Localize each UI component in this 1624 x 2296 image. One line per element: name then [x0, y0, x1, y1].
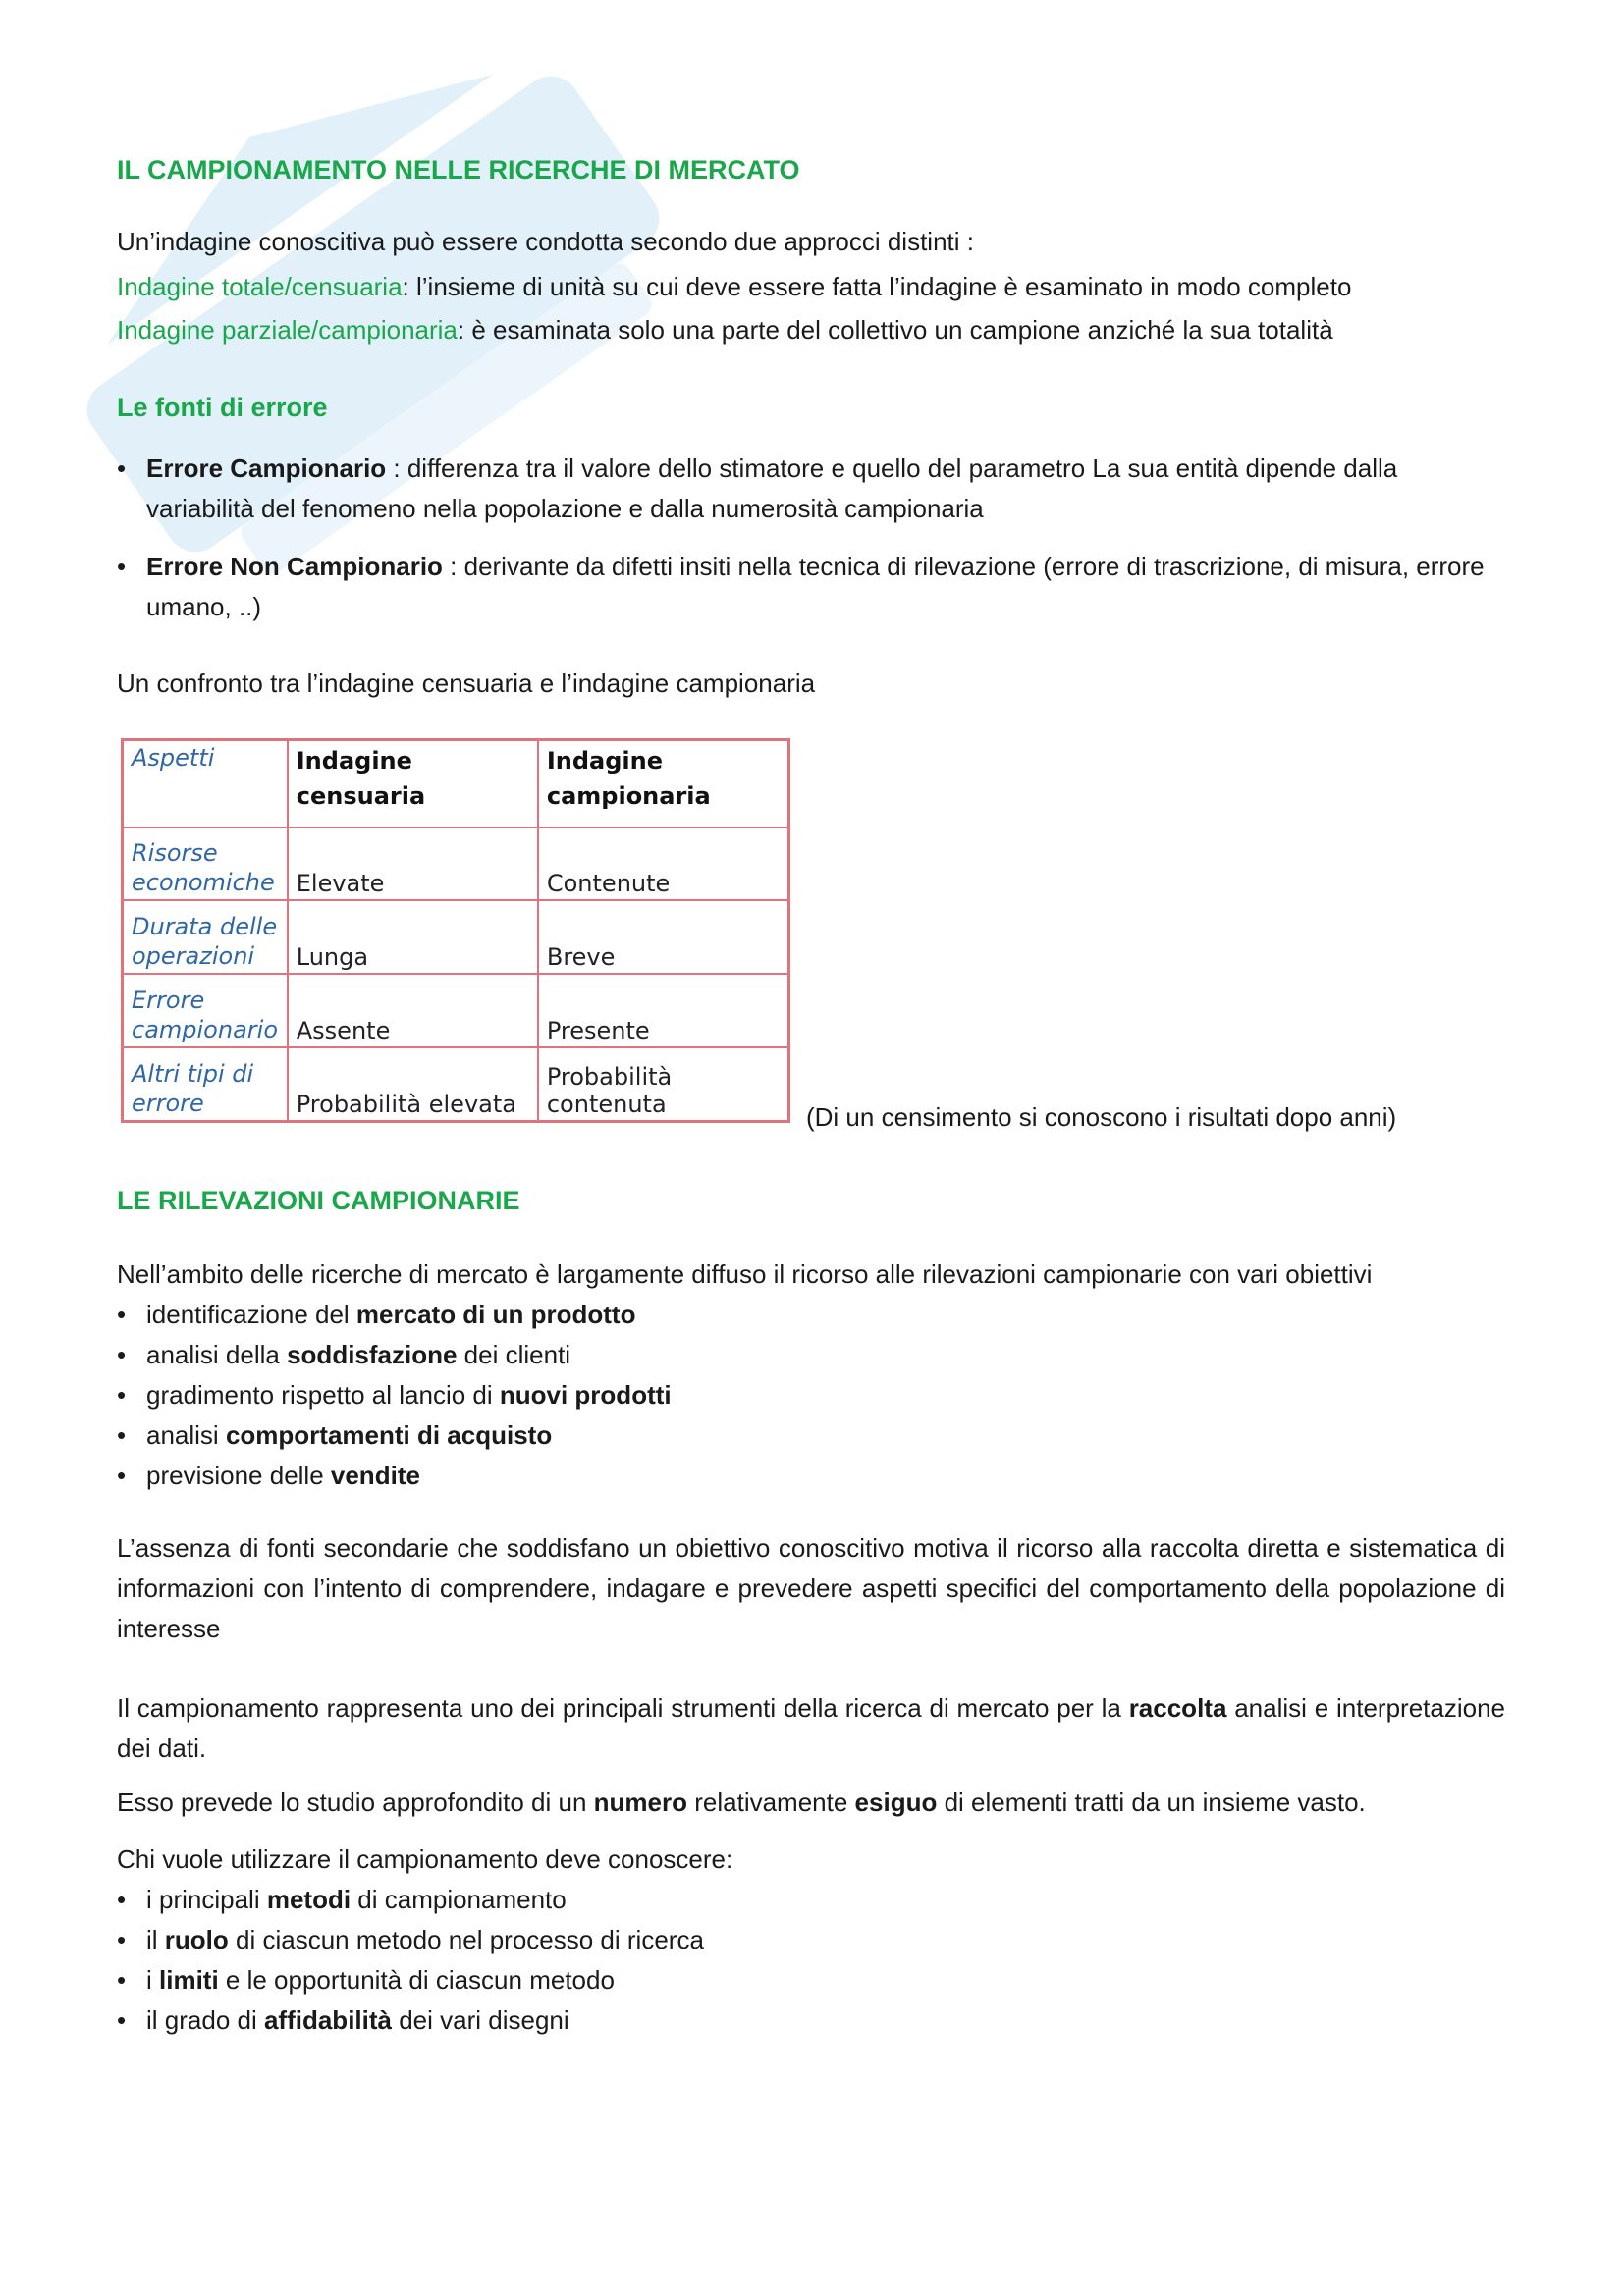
- censimento-note: (Di un censimento si conoscono i risultati dopo anni): [806, 1102, 1397, 1132]
- table-row: [123, 974, 789, 1047]
- table-row: [123, 828, 789, 901]
- confronto-intro: Un confronto tra l’indagine censuaria e l’indagine campionaria: [117, 668, 816, 698]
- bullet: •: [117, 1925, 127, 1954]
- table-cell: Probabilità contenuta: [538, 1047, 789, 1121]
- bullet: •: [117, 552, 127, 581]
- table-header-cell: Aspetti: [123, 740, 288, 828]
- table-cell: Breve: [538, 900, 789, 974]
- errore-term: Errore Non Campionario: [146, 552, 443, 581]
- errore-term: Errore Campionario: [146, 454, 387, 483]
- table-cell: Lunga: [288, 900, 538, 974]
- main-title: IL CAMPIONAMENTO NELLE RICERCHE DI MERCATO: [117, 155, 800, 185]
- table-cell: Risorse economiche: [123, 828, 288, 901]
- bullet: •: [117, 1885, 127, 1914]
- conoscere-intro: Chi vuole utilizzare il campionamento deve conoscere:: [117, 1844, 733, 1874]
- table-cell: Elevate: [288, 828, 538, 901]
- table-header-cell: Indagine campionaria: [538, 740, 789, 828]
- indagine-totale-line: [117, 267, 1351, 307]
- table-row: [123, 1047, 789, 1121]
- table-cell: Errore campionario: [123, 974, 288, 1047]
- bullet: •: [117, 1380, 127, 1410]
- table-header-cell: Indagine censuaria: [288, 740, 538, 828]
- errore-text: : differenza tra il valore dello stimatore e quello del parametro La sua entità dipende dalla variabilità del fenomeno nella popolazione e dalla numerosità campionaria: [146, 454, 1398, 523]
- paragraph: Esso prevede lo studio approfondito di un numero relativamente esiguo di elementi tratti da un insieme vasto.: [117, 1788, 1366, 1817]
- table-cell: Presente: [538, 974, 789, 1047]
- table-cell: Contenute: [538, 828, 789, 901]
- indagine-parziale-text: : è esaminata solo una parte del collettivo un campione anziché la sua totalità: [457, 315, 1333, 345]
- bullet: •: [117, 1340, 127, 1369]
- indagine-parziale-term: Indagine parziale/campionaria: [117, 315, 458, 345]
- bullet: •: [117, 454, 127, 483]
- comparison-table: [121, 738, 790, 1123]
- rilevazioni-intro: Nell’ambito delle ricerche di mercato è largamente diffuso il ricorso alle rilevazioni campionarie con vari obiettivi: [117, 1259, 1373, 1289]
- bullet: •: [117, 1461, 127, 1490]
- bullet: •: [117, 1420, 127, 1450]
- table-cell: Assente: [288, 974, 538, 1047]
- table-cell: Durata delle operazioni: [123, 900, 288, 974]
- indagine-parziale-line: [117, 310, 1333, 350]
- indagine-totale-text: : l’insieme di unità su cui deve essere fatta l’indagine è esaminato in modo completo: [402, 272, 1352, 301]
- fonti-title: Le fonti di errore: [117, 393, 328, 422]
- errore-text: : derivante da difetti insiti nella tecnica di rilevazione (errore di trascrizione, di misura, errore umano, ..): [146, 552, 1485, 621]
- bullet: •: [117, 1965, 127, 1995]
- bullet: •: [117, 2005, 127, 2035]
- table-cell: Probabilità elevata: [288, 1047, 538, 1121]
- table-row: [123, 900, 789, 974]
- table-cell: Altri tipi di errore: [123, 1047, 288, 1121]
- bullet: •: [117, 1300, 127, 1329]
- table-header-row: [123, 740, 789, 828]
- paragraph: Il campionamento rappresenta uno dei principali strumenti della ricerca di mercato per la raccolta analisi e interpretazione dei dati.: [117, 1693, 1505, 1763]
- rilevazioni-title: LE RILEVAZIONI CAMPIONARIE: [117, 1186, 520, 1215]
- paragraph: L’assenza di fonti secondarie che soddisfano un obiettivo conoscitivo motiva il ricorso alla raccolta diretta e sistematica di informazioni con l’intento di comprendere, indagare e prevedere aspetti specifici del comportamento della popolazione di interesse: [117, 1533, 1505, 1643]
- intro-text: Un’indagine conoscitiva può essere condotta secondo due approcci distinti :: [117, 227, 974, 256]
- indagine-totale-term: Indagine totale/censuaria: [117, 272, 403, 301]
